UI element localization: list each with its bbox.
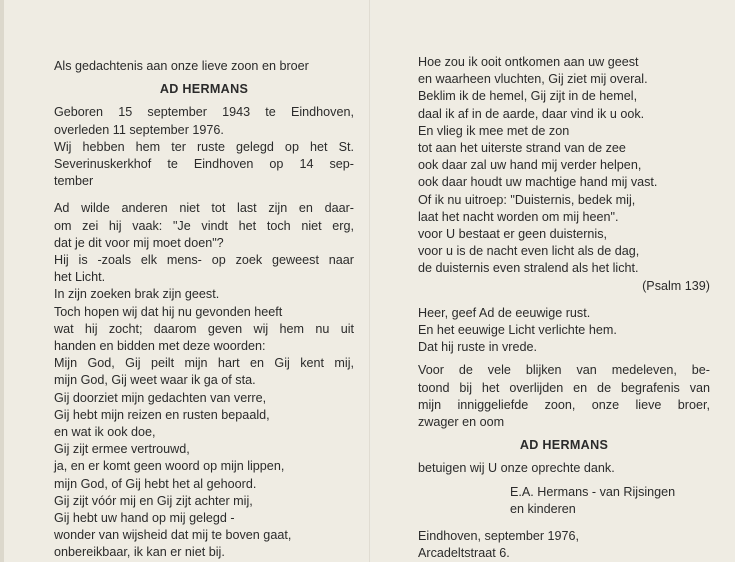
thanks-block [418,362,710,431]
address: Arcadeltstraat 6. [418,546,510,561]
right-page [418,54,710,562]
body-line: Gij zijt vóór mij en Gij zijt achter mij, [54,493,253,508]
intro-line: Als gedachtenis aan onze lieve zoon en broer [54,59,309,73]
prayer-line: En het eeuwige Licht verlichte hem. [418,323,617,338]
body-line: Hij is -zoals elk mens- op zoek geweest naar [54,253,354,268]
burial-block [54,139,354,191]
psalm-line: voor U bestaat er geen duisternis, [418,227,608,242]
signer-family: en kinderen [510,501,576,516]
deceased-name-heading: AD HERMANS [159,82,249,97]
card-fold [369,0,371,562]
psalm-line: en waarheen vluchten, Gij ziet mij overal. [418,72,648,87]
psalm-line: Hoe zou ik ooit ontkomen aan uw geest [418,55,639,69]
body-line: mijn God, of Gij hebt het al gehoord. [54,476,257,491]
psalm-text [418,54,710,295]
thanks-closing-line: betuigen wij U onze oprechte dank. [418,461,615,476]
psalm-line: En vlieg ik mee met de zon [418,123,570,138]
body-line: om zei hij vaak: "Je vindt het toch niet erg, [54,218,354,233]
place-date: Eindhoven, september 1976, [418,529,580,544]
thanks-line: toond bij het overlijden en de begrafenis van [418,380,710,395]
psalm-line: ook daar zal uw hand mij verder helpen, [418,158,642,173]
psalm-line: daal ik af in de aarde, daar vind ik u ook. [418,106,645,121]
body-line: Ad wilde anderen niet tot last zijn en daar- [54,201,354,216]
signer-block [418,484,710,518]
burial-line: Severinuskerkhof te Eindhoven op 14 sep- [54,157,354,172]
psalm-line: Of ik nu uitroep: "Duisternis, bedek mij, [418,192,636,207]
body-line: wat hij zocht; daarom geven wij hem nu uit [54,321,354,336]
body-text [54,200,354,561]
body-line: wonder van wijsheid dat mij te boven gaat, [54,528,292,543]
left-page [54,58,354,562]
psalm-line: Beklim ik de hemel, Gij zijt in de hemel, [418,89,638,104]
psalm-line: laat het nacht worden om mij heen". [418,209,619,224]
birth-line: Geboren 15 september 1943 te Eindhoven, [54,105,354,120]
body-line: onbereikbaar, ik kan er niet bij. [54,545,225,560]
thanks-line: Voor de vele blijken van medeleven, be- [418,363,710,378]
psalm-line: voor u is de nacht even licht als de dag, [418,244,640,259]
body-line: Gij hebt uw hand op mij gelegd - [54,511,235,526]
thanks-line: mijn inniggeliefde zoon, onze lieve broer, [418,397,710,412]
burial-line: tember [54,174,94,189]
deceased-name-heading-right: AD HERMANS [519,438,609,453]
body-line: In zijn zoeken brak zijn geest. [54,287,220,302]
body-line: Gij hebt mijn reizen en rusten bepaald, [54,407,270,422]
card-edge [0,0,4,562]
death-line: overleden 11 september 1976. [54,122,224,137]
body-line: ja, en er komt geen woord op mijn lippen, [54,459,285,474]
psalm-line: de duisternis even stralend als het licht. [418,261,639,276]
prayer-line: Dat hij ruste in vrede. [418,340,537,355]
psalm-line: ook daar houdt uw machtige hand mij vast. [418,175,658,190]
body-line: Mijn God, Gij peilt mijn hart en Gij kent mij, [54,356,354,371]
psalm-line: tot aan het uiterste strand van de zee [418,141,626,156]
body-line: mijn God, Gij weet waar ik ga of sta. [54,373,256,388]
body-line: Toch hopen wij dat hij nu gevonden heeft [54,304,283,319]
body-line: dat je dit voor mij moet doen"? [54,235,224,250]
birth-death-block [54,104,354,138]
burial-line: Wij hebben hem ter ruste gelegd op het St. [54,139,354,154]
body-line: en wat ik ook doe, [54,425,156,440]
psalm-reference: (Psalm 139) [642,278,710,293]
prayer-line: Heer, geef Ad de eeuwige rust. [418,305,591,320]
thanks-line: zwager en oom [418,415,505,430]
body-line: Gij zijt ermee vertrouwd, [54,442,190,457]
body-line: handen en bidden met deze woorden: [54,339,266,354]
prayer-block [418,305,710,357]
body-line: Gij doorziet mijn gedachten van verre, [54,390,267,405]
body-line: het Licht. [54,270,106,285]
signer-name: E.A. Hermans - van Rijsingen [510,484,676,499]
